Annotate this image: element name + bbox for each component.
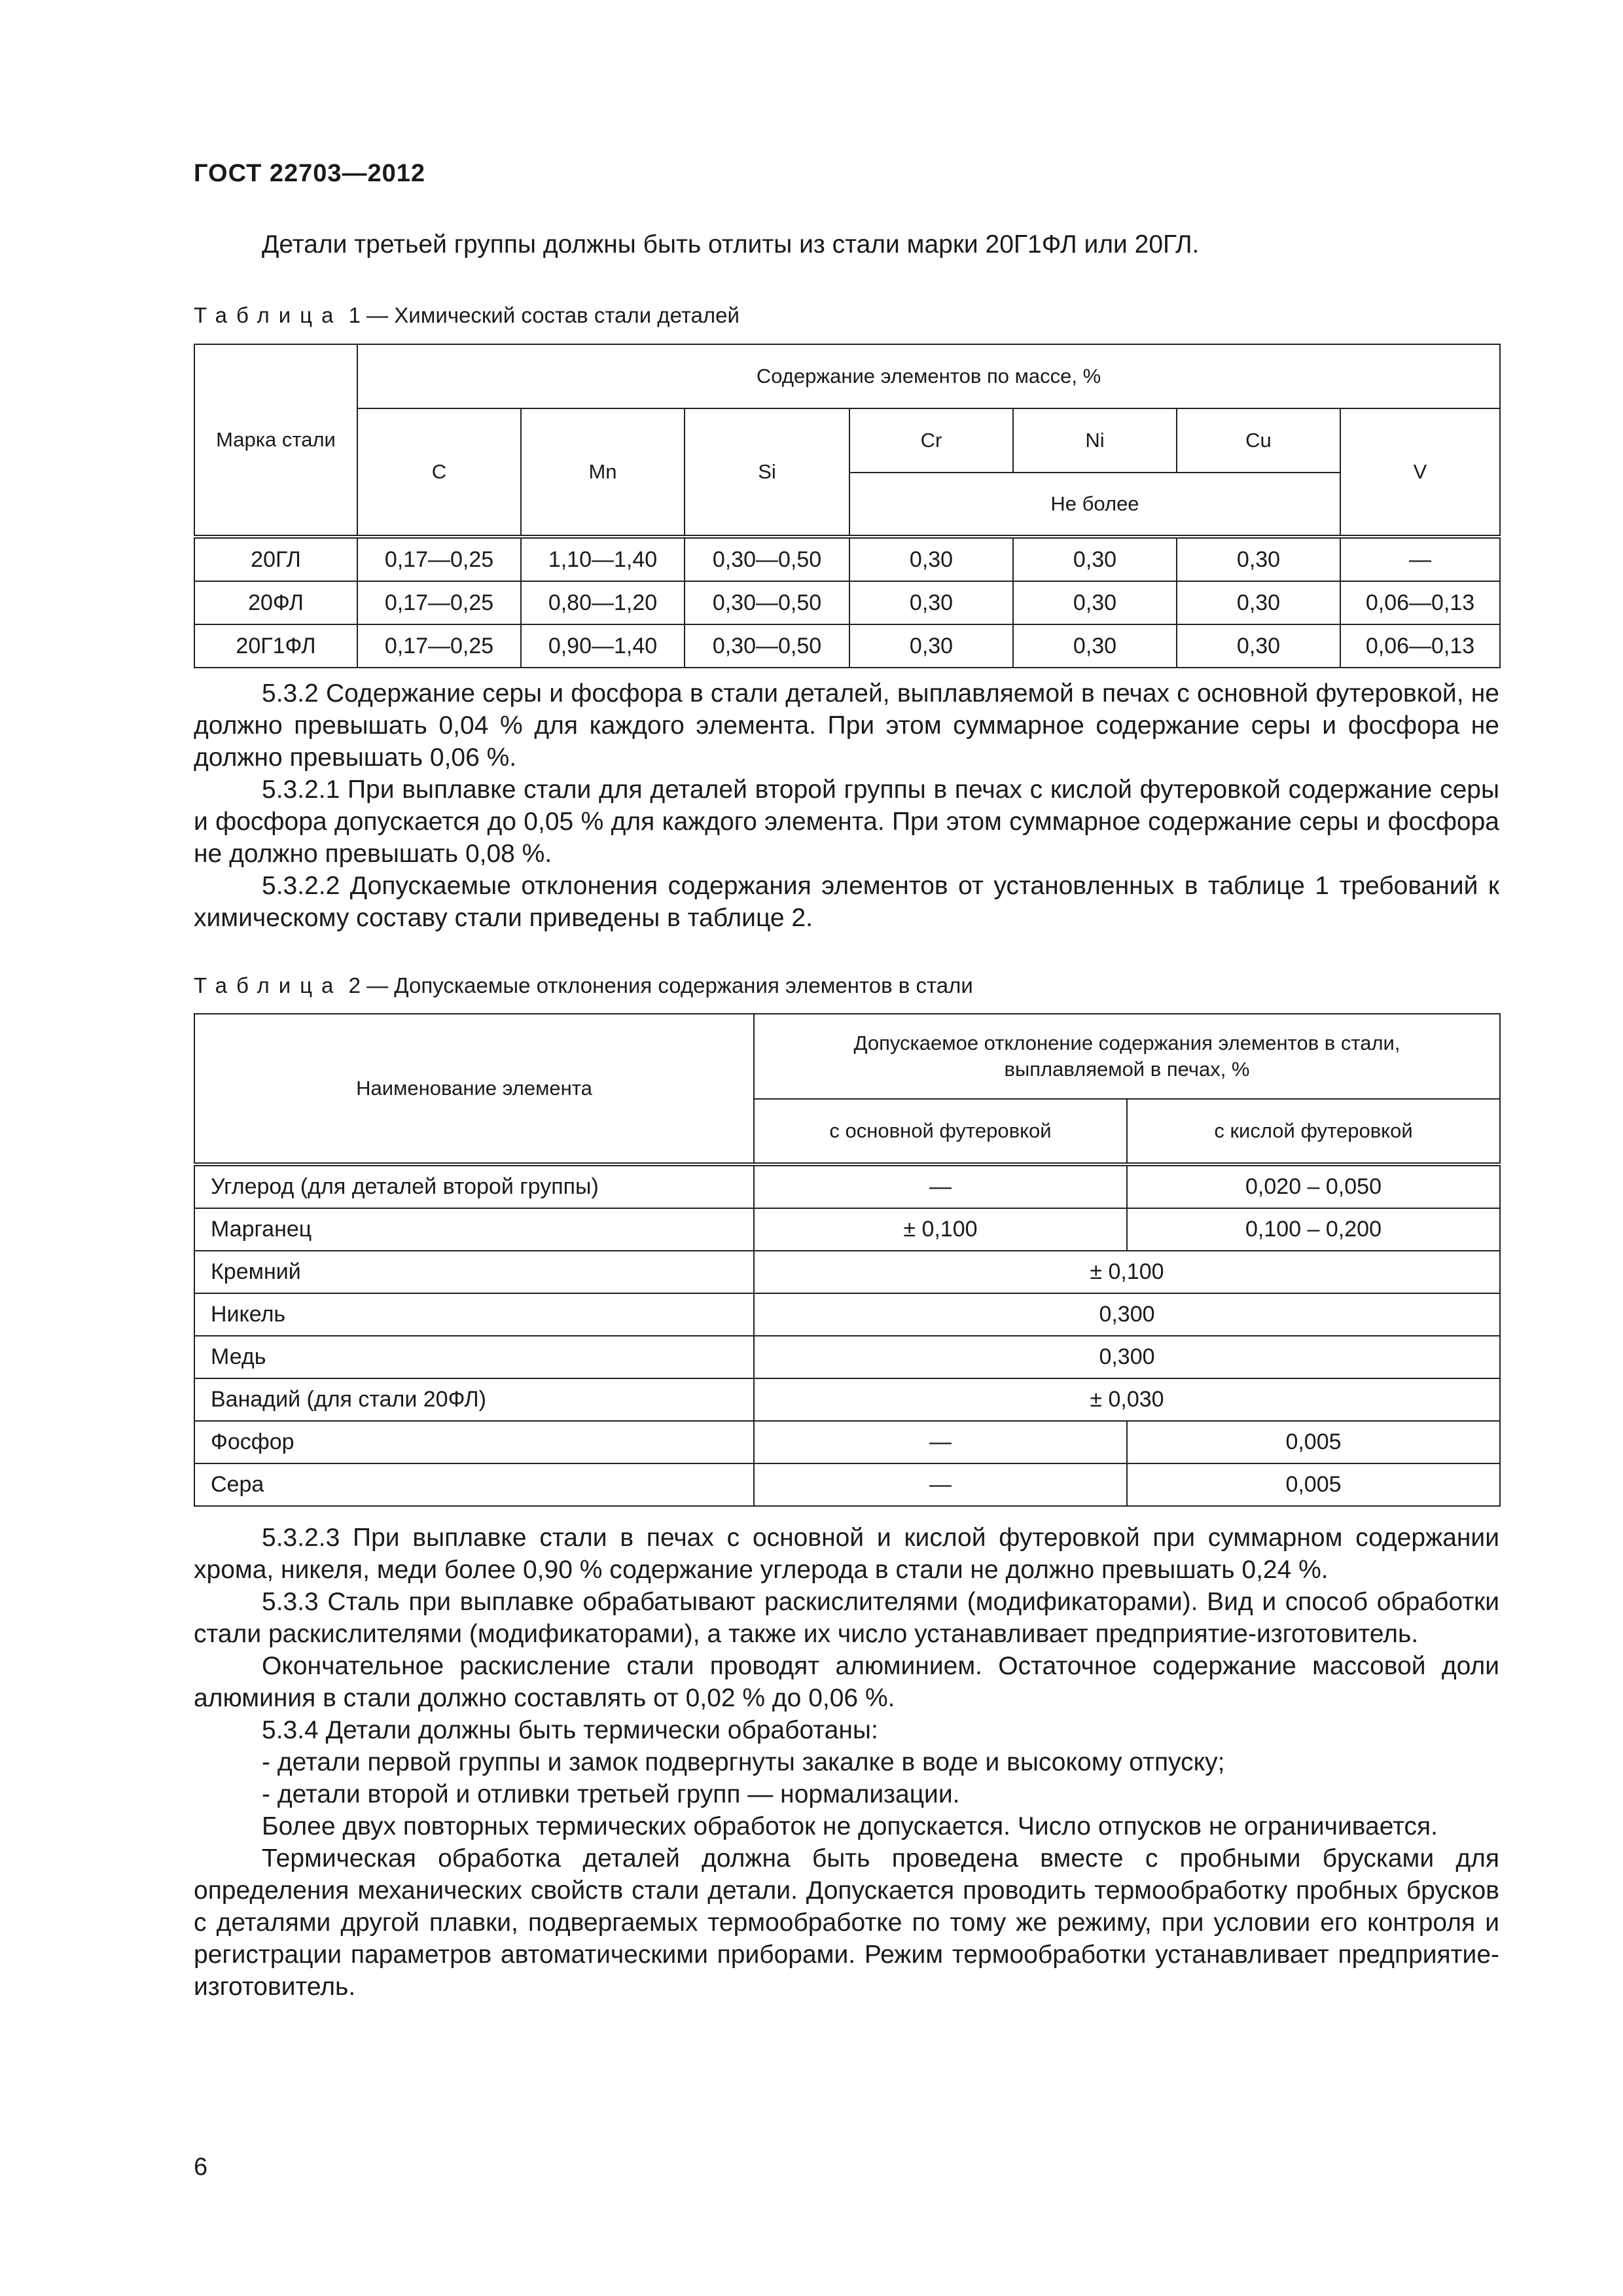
table1-header-cr: Cr [849, 408, 1013, 473]
chemical-composition-table [194, 344, 1501, 668]
table1-cell: 0,90—1,40 [521, 624, 685, 668]
table1-cell: 0,30 [1177, 537, 1340, 581]
table1-cell: 0,30 [849, 581, 1013, 624]
table-row [194, 1208, 1500, 1251]
table2-cell-merged: ± 0,030 [754, 1378, 1500, 1421]
table2-header-name: Наименование элемента [194, 1014, 754, 1164]
table2-cell-merged: 0,300 [754, 1293, 1500, 1336]
document-header: ГОСТ 22703—2012 [194, 160, 426, 187]
table-row [194, 1378, 1500, 1421]
paragraph-heat-treatment: Термическая обработка деталей должна быть проведена вместе с пробными брусками для определения механических свойств стали детали. Допускается проводить термообработку пробных брусков с деталями другой плавки, подвергаемых термообработке по тому же режиму, при условии его контроля и регистрации параметров автоматическими приборами. Режим термообработки устанавливает предприятие-изготовитель. [194, 1844, 1499, 2001]
table2-cell-acid: 0,100 – 0,200 [1127, 1208, 1500, 1251]
table1-header-mn: Mn [521, 408, 685, 537]
paragraph-5-3-2-3: 5.3.2.3 При выплавке стали в печах с основной и кислой футеровкой при суммарном содержании хрома, никеля, меди более 0,90 % содержание углерода в стали не должно превышать 0,24 %. [194, 1524, 1499, 1584]
table1-header-ni: Ni [1013, 408, 1177, 473]
table2-caption [194, 973, 973, 999]
table2-header-acid: с кислой футеровкой [1127, 1099, 1500, 1164]
table-row [194, 1421, 1500, 1463]
table1-header-not-more: Не более [849, 473, 1340, 537]
table1-cell: 0,30 [849, 624, 1013, 668]
table2-cell-acid: 0,005 [1127, 1421, 1500, 1463]
table1-cell: 0,30 [1013, 624, 1177, 668]
table1-cell: 20ФЛ [194, 581, 357, 624]
table1-cell: 0,30 [1177, 624, 1340, 668]
list-item: - детали второй и отливки третьей групп — нормализации. [262, 1780, 960, 1808]
table2-element-name: Кремний [194, 1251, 754, 1293]
paragraph-5-3-2: 5.3.2 Содержание серы и фосфора в стали деталей, выплавляемой в печах с основной футеровкой, не должно превышать 0,04 % для каждого элемента. При этом суммарное содержание серы и фосфора не должно превышать 0,06 %. [194, 679, 1499, 772]
table1-header-v: V [1340, 408, 1500, 537]
table1-cell: 0,17—0,25 [357, 581, 521, 624]
table2-element-name: Никель [194, 1293, 754, 1336]
table-row [194, 1463, 1500, 1506]
table1-caption-text: 1 — Химический состав стали деталей [348, 303, 740, 327]
table1-cell: 0,17—0,25 [357, 624, 521, 668]
paragraph-repeat-treatment: Более двух повторных термических обработок не допускается. Число отпусков не ограничивается. [262, 1812, 1438, 1840]
table1-cell: 20Г1ФЛ [194, 624, 357, 668]
table2-element-name: Медь [194, 1336, 754, 1378]
table2-header-basic: с основной футеровкой [754, 1099, 1127, 1164]
paragraph-5-3-2-2: 5.3.2.2 Допускаемые отклонения содержания элементов от установленных в таблице 1 требований к химическому составу стали приведены в таблице 2. [194, 872, 1499, 932]
paragraph-final-deoxidation: Окончательное раскисление стали проводят алюминием. Остаточное содержание массовой доли алюминия в стали должно составлять от 0,02 % до 0,06 %. [194, 1652, 1499, 1712]
table1-header-si: Si [685, 408, 849, 537]
table1-cell: 0,30 [1177, 581, 1340, 624]
table2-cell-basic: — [754, 1164, 1127, 1208]
section-5-3-3 [194, 1522, 1499, 2003]
table2-element-name: Ванадий (для стали 20ФЛ) [194, 1378, 754, 1421]
table1-cell: 0,30 [1013, 581, 1177, 624]
table2-cell-basic: ± 0,100 [754, 1208, 1127, 1251]
table1-header-group: Содержание элементов по массе, % [357, 344, 1500, 408]
table1-cell: — [1340, 537, 1500, 581]
table1-header-c: C [357, 408, 521, 537]
table2-element-name: Фосфор [194, 1421, 754, 1463]
table1-cell: 0,30—0,50 [685, 537, 849, 581]
table1-caption-word: Таблица [194, 303, 343, 327]
table2-caption-word: Таблица [194, 973, 343, 997]
table1-cell: 0,30—0,50 [685, 624, 849, 668]
table-row [194, 537, 1500, 581]
table2-caption-text: 2 — Допускаемые отклонения содержания элементов в стали [348, 973, 973, 997]
table1-cell: 0,17—0,25 [357, 537, 521, 581]
intro-paragraph: Детали третьей группы должны быть отлиты из стали марки 20Г1ФЛ или 20ГЛ. [262, 230, 1200, 259]
table2-cell-basic: — [754, 1421, 1127, 1463]
table2-cell-acid: 0,005 [1127, 1463, 1500, 1506]
table1-cell: 0,30 [1013, 537, 1177, 581]
table-row [194, 1293, 1500, 1336]
table-row [194, 1164, 1500, 1208]
paragraph-5-3-3: 5.3.3 Сталь при выплавке обрабатывают раскислителями (модификаторами). Вид и способ обработки стали раскислителями (модификаторами), а также их число устанавливает предприятие-изготовитель. [194, 1588, 1499, 1648]
table1-cell: 0,30 [849, 537, 1013, 581]
table1-cell: 1,10—1,40 [521, 537, 685, 581]
table1-header-cu: Cu [1177, 408, 1340, 473]
table1-cell: 0,80—1,20 [521, 581, 685, 624]
table1-cell: 20ГЛ [194, 537, 357, 581]
table-row [194, 581, 1500, 624]
table2-element-name: Углерод (для деталей второй группы) [194, 1164, 754, 1208]
paragraph-5-3-2-1: 5.3.2.1 При выплавке стали для деталей второй группы в печах с кислой футеровкой содержание серы и фосфора допускается до 0,05 % для каждого элемента. При этом суммарное содержание серы и фосфора не должно превышать 0,08 %. [194, 776, 1499, 868]
table1-caption [194, 302, 740, 329]
allowed-deviations-table [194, 1013, 1501, 1507]
section-5-3-2 [194, 677, 1499, 934]
table1-header-grade: Марка стали [194, 344, 357, 537]
list-item: - детали первой группы и замок подвергнуты закалке в воде и высокому отпуску; [262, 1748, 1225, 1776]
table2-header-group: Допускаемое отклонение содержания элементов в стали, выплавляемой в печах, % [754, 1014, 1500, 1099]
table2-element-name: Марганец [194, 1208, 754, 1251]
table2-cell-basic: — [754, 1463, 1127, 1506]
page-number: 6 [194, 2153, 208, 2181]
paragraph-5-3-4: 5.3.4 Детали должны быть термически обработаны: [262, 1716, 878, 1744]
table1-cell: 0,30—0,50 [685, 581, 849, 624]
table1-cell: 0,06—0,13 [1340, 581, 1500, 624]
table-row [194, 624, 1500, 668]
table-row [194, 1336, 1500, 1378]
table2-cell-merged: ± 0,100 [754, 1251, 1500, 1293]
table2-cell-acid: 0,020 – 0,050 [1127, 1164, 1500, 1208]
table2-cell-merged: 0,300 [754, 1336, 1500, 1378]
table1-cell: 0,06—0,13 [1340, 624, 1500, 668]
table2-element-name: Сера [194, 1463, 754, 1506]
table-row [194, 1251, 1500, 1293]
